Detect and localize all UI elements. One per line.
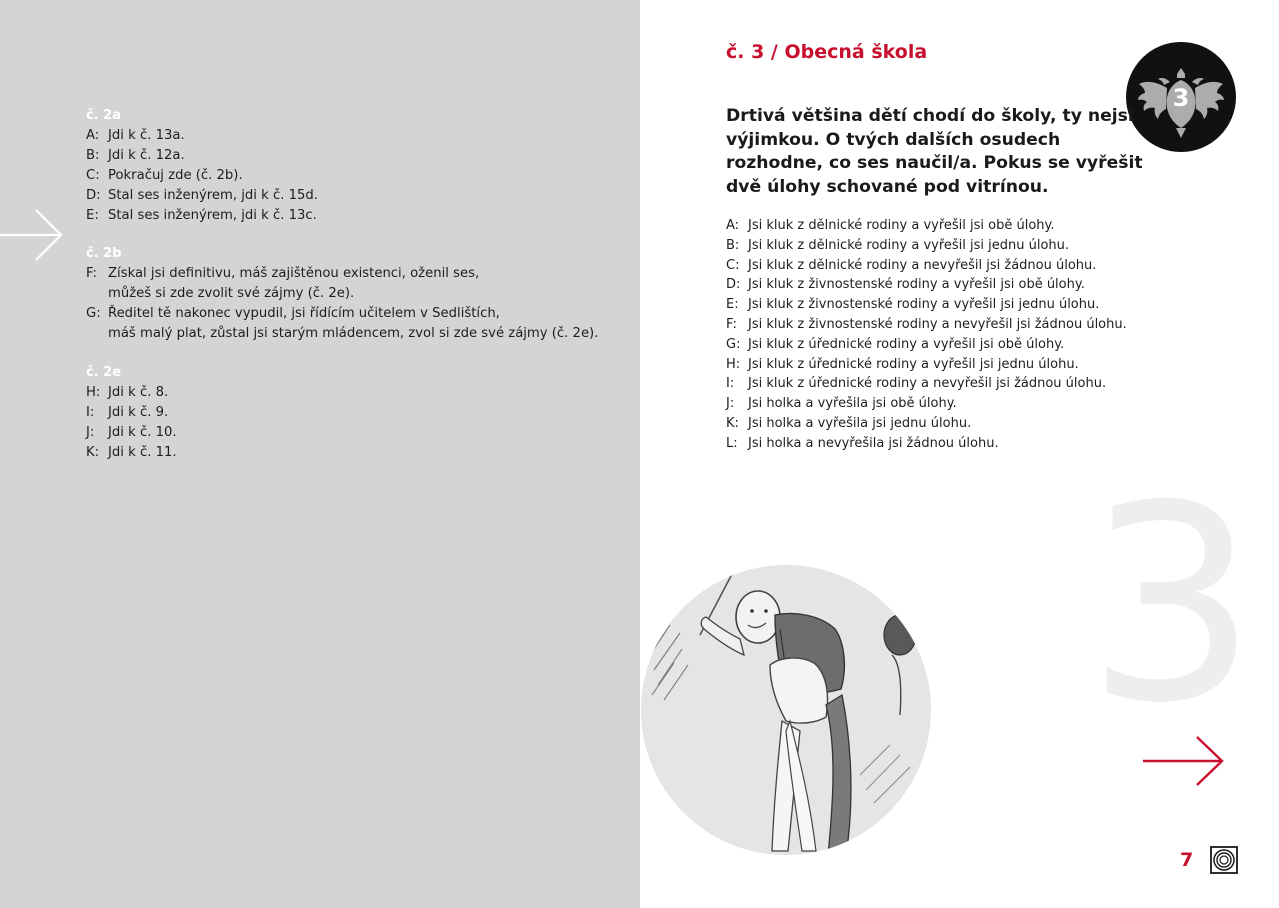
option-b: B: Jsi kluk z dělnické rodiny a vyřešil jsi jednu úlohu. (726, 237, 1070, 253)
arrow-right-icon (0, 208, 64, 262)
section-2b (86, 244, 598, 344)
section-heading: č. 2a (86, 108, 121, 123)
option-c: C: Jsi kluk z dělnické rodiny a nevyřešil jsi žádnou úlohu. (726, 257, 1097, 273)
option-i: I: Jdi k č. 9. (86, 405, 169, 420)
option-c: C: Pokračuj zde (č. 2b). (86, 168, 243, 183)
option-e: E: Jsi kluk z živnostenské rodiny a vyřešil jsi jednu úlohu. (726, 297, 1100, 313)
option-h: H: Jsi kluk z úřednické rodiny a vyřešil jsi jednu úlohu. (726, 356, 1079, 372)
logo-icon (1210, 846, 1238, 874)
big-page-number: 3 (1086, 447, 1258, 762)
school-caning-illustration (640, 545, 942, 875)
section-heading: č. 2b (86, 246, 122, 261)
option-d: D: Stal ses inženýrem, jdi k č. 15d. (86, 188, 318, 203)
option-l: L: Jsi holka a nevyřešila jsi žádnou úlohu. (726, 435, 999, 451)
option-j: J: Jsi holka a vyřešila jsi obě úlohy. (726, 396, 957, 412)
option-j: J: Jdi k č. 10. (86, 425, 177, 440)
emblem-number: 3 (1172, 84, 1190, 112)
arrow-right-icon[interactable] (1143, 735, 1225, 787)
option-b: B: Jdi k č. 12a. (86, 148, 185, 163)
option-g: G: Ředitel tě nakonec vypudil, jsi řídícím učitelem v Sedlištích, máš malý plat, zůstal jsi starým mládencem, zvol si zde své zájmy (č. 2e). (86, 306, 599, 341)
option-d: D: Jsi kluk z živnostenské rodiny a vyřešil jsi obě úlohy. (726, 277, 1085, 293)
option-k: K: Jsi holka a vyřešila jsi jednu úlohu. (726, 415, 972, 431)
section-heading: č. 2e (86, 365, 122, 380)
option-i: I: Jsi kluk z úřednické rodiny a nevyřešil jsi žádnou úlohu. (726, 376, 1107, 392)
option-a: A: Jsi kluk z dělnické rodiny a vyřešil jsi obě úlohy. (726, 218, 1055, 233)
intro-paragraph: Drtivá většina dětí chodí do školy, ty nejsi výjimkou. O tvých dalších osudech rozhodne, co ses naučil/a. Pokus se vyřešit dvě úlohy schované pod vitrínou. (726, 106, 1143, 197)
option-e: E: Stal ses inženýrem, jdi k č. 13c. (86, 208, 317, 223)
right-page (640, 0, 1279, 908)
option-f: F: Jsi kluk z živnostenské rodiny a nevyřešil jsi žádnou úlohu. (726, 316, 1127, 332)
options-list (726, 216, 1127, 454)
option-a: A: Jdi k č. 13a. (86, 128, 185, 143)
option-k: K: Jdi k č. 11. (86, 445, 177, 460)
page-title: č. 3 / Obecná škola (726, 41, 928, 63)
option-f: F: Získal jsi definitivu, máš zajištěnou existenci, oženil ses, můžeš si zde zvolit své zájmy (č. 2e). (86, 266, 480, 301)
option-h: H: Jdi k č. 8. (86, 385, 169, 400)
option-g: G: Jsi kluk z úřednické rodiny a vyřešil jsi obě úlohy. (726, 336, 1065, 352)
page-number: 7 (1180, 849, 1194, 871)
section-2e (86, 363, 177, 463)
section-2a (86, 106, 318, 226)
